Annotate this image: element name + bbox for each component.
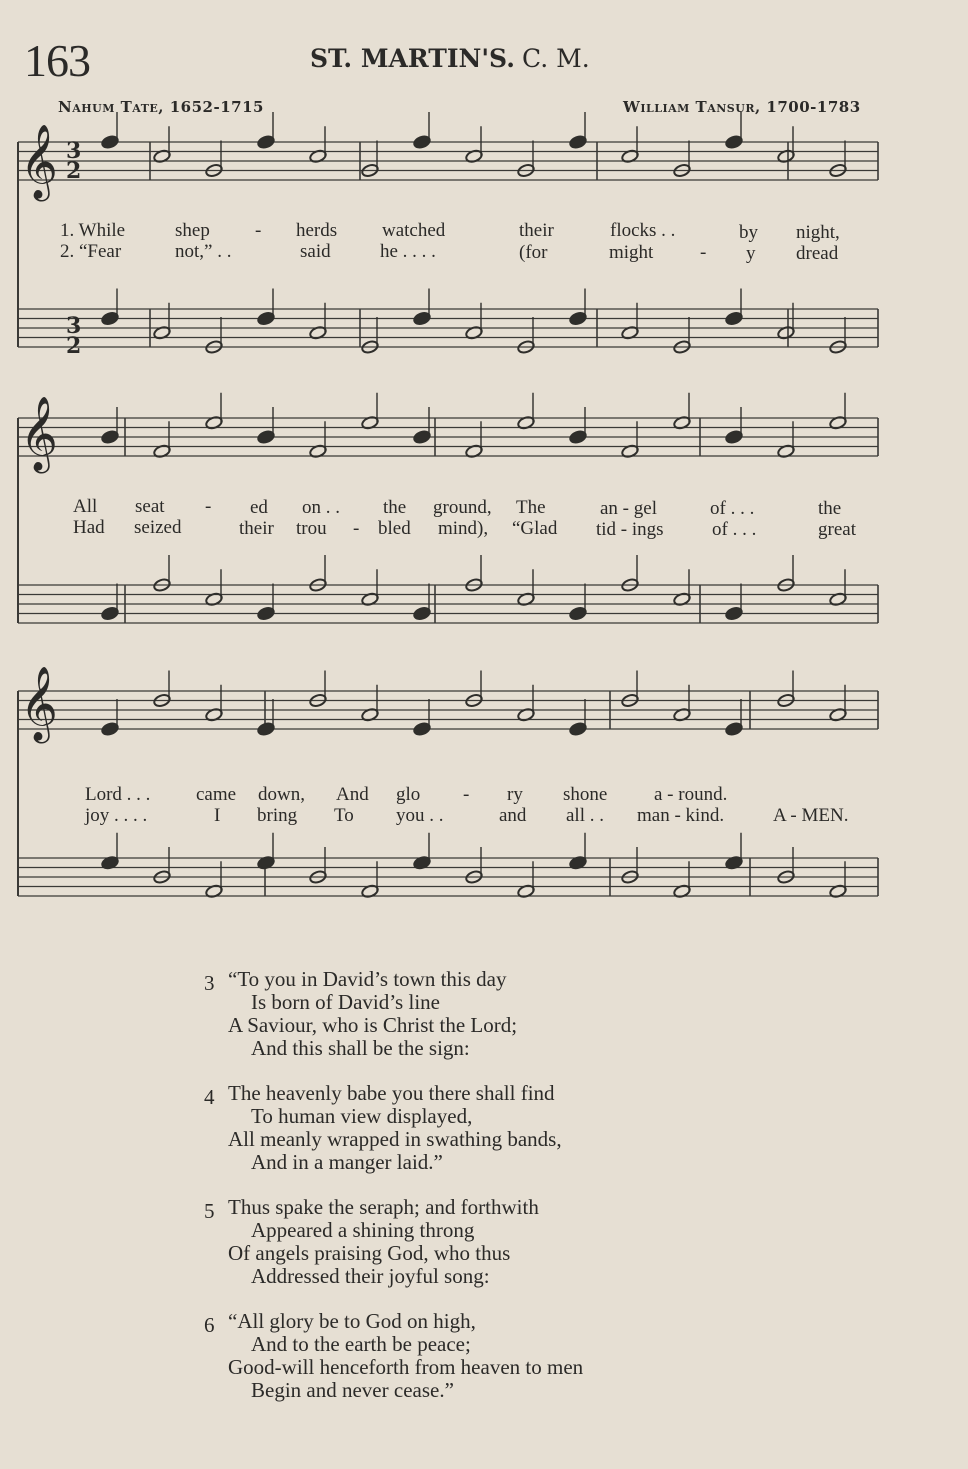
stanza-number: 5 — [204, 1199, 215, 1223]
stanza-number: 4 — [204, 1085, 215, 1109]
hymn-number: 163 — [24, 35, 90, 86]
stanza-line: And in a manger laid.” — [251, 1150, 443, 1174]
stanza-5 — [204, 1196, 724, 1288]
lyric: night, — [796, 222, 840, 243]
composer-credit: William Tansur, 1700-1783 — [623, 98, 861, 116]
stanza-line: Is born of David’s line — [251, 990, 440, 1014]
lyric: - — [205, 496, 212, 517]
lyric: of . . . — [710, 498, 755, 519]
lyric: joy . . . . — [85, 805, 148, 826]
lyric: their — [519, 220, 554, 241]
lyric: on . . — [302, 497, 340, 518]
lyric: y — [746, 243, 756, 264]
lyric: Lord . . . — [85, 784, 151, 805]
lyric: by — [739, 222, 758, 243]
treble-clef-icon: 𝄞 — [20, 397, 58, 471]
lyric: flocks . . — [610, 220, 676, 241]
stanza-line: A Saviour, who is Christ the Lord; — [228, 1013, 518, 1037]
treble-clef-icon: 𝄞 — [20, 125, 58, 199]
lyric: “Glad — [512, 518, 558, 539]
lyric: - — [463, 784, 470, 805]
lyric: - — [353, 518, 360, 539]
stanza-line: All meanly wrapped in swathing bands, — [228, 1127, 562, 1151]
stanza-line: Thus spake the seraph; and forthwith — [228, 1195, 539, 1219]
stanza-line: Begin and never cease.” — [251, 1378, 454, 1402]
lyric: 2. “Fear — [60, 241, 122, 262]
lyric: - — [700, 242, 707, 263]
lyric: man - kind. — [637, 805, 725, 826]
lyric: the — [818, 498, 842, 519]
time-signature-bottom: 2 — [66, 333, 82, 359]
hymn-title: ST. MARTIN'S. — [310, 44, 515, 73]
stanza-line: Good-will henceforth from heaven to men — [228, 1355, 584, 1379]
time-signature-bottom: 2 — [66, 158, 82, 184]
lyric: great — [818, 519, 856, 540]
lyric: To — [334, 805, 354, 826]
lyric: seat — [135, 496, 165, 517]
lyric: ground, — [433, 497, 492, 518]
lyric: mind), — [438, 518, 489, 539]
lyric: and — [499, 805, 527, 826]
lyric: shep — [175, 220, 210, 241]
stanza-line: Of angels praising God, who thus — [228, 1241, 511, 1265]
lyric: said — [300, 241, 331, 262]
lyric: ed — [250, 497, 268, 518]
lyric: 1. While — [60, 220, 126, 241]
lyric: shone — [563, 784, 608, 805]
lyric: tid - ings — [596, 519, 664, 540]
time-signature-top: 3 — [66, 313, 82, 339]
lyric: bled — [378, 518, 411, 539]
lyric: And — [336, 784, 369, 805]
stanza-line: The heavenly babe you there shall find — [228, 1081, 555, 1105]
lyric: glo — [396, 784, 421, 805]
lyric: down, — [258, 784, 305, 805]
lyric: a - round. — [654, 784, 728, 805]
lyric: an - gel — [600, 498, 657, 519]
stanza-line: “To you in David’s town this day — [228, 967, 507, 991]
stanza-line: To human view displayed, — [251, 1104, 473, 1128]
lyric: A - MEN. — [773, 805, 849, 826]
lyric: - — [255, 220, 262, 241]
lyric: watched — [382, 220, 446, 241]
lyric: The — [516, 497, 546, 518]
stanza-6 — [204, 1310, 724, 1402]
stanza-line: “All glory be to God on high, — [228, 1309, 476, 1333]
stanza-3 — [204, 968, 724, 1060]
lyric: ry — [507, 784, 523, 805]
lyric: trou — [296, 518, 327, 539]
lyric: he . . . . — [380, 241, 436, 262]
lyric: herds — [296, 220, 338, 241]
treble-clef-icon: 𝄞 — [20, 667, 58, 741]
lyric: Had — [73, 517, 105, 538]
stanza-line: Appeared a shining throng — [251, 1218, 475, 1242]
stanza-line: Addressed their joyful song: — [251, 1264, 490, 1288]
lyric: of . . . — [712, 519, 757, 540]
lyric: dread — [796, 243, 839, 264]
lyric: came — [196, 784, 237, 805]
stanza-line: And to the earth be peace; — [251, 1332, 471, 1356]
stanza-number: 3 — [204, 971, 215, 995]
lyric: the — [383, 497, 407, 518]
lyric: All — [73, 496, 98, 517]
time-signature-top: 3 — [66, 138, 82, 164]
lyric: seized — [134, 517, 182, 538]
author-credit: Nahum Tate, 1652-1715 — [58, 98, 264, 116]
lyric: I — [214, 805, 221, 826]
lyric: all . . — [566, 805, 604, 826]
lyric: their — [239, 518, 274, 539]
stanza-line: And this shall be the sign: — [251, 1036, 470, 1060]
lyric: you . . — [396, 805, 444, 826]
hymn-meter: C. M. — [522, 44, 590, 73]
stanza-number: 6 — [204, 1313, 215, 1337]
lyric: might — [609, 242, 654, 263]
lyric: not,” . . — [175, 241, 232, 262]
stanza-4 — [204, 1082, 724, 1174]
lyric: (for — [519, 242, 548, 263]
lyric: bring — [257, 805, 298, 826]
